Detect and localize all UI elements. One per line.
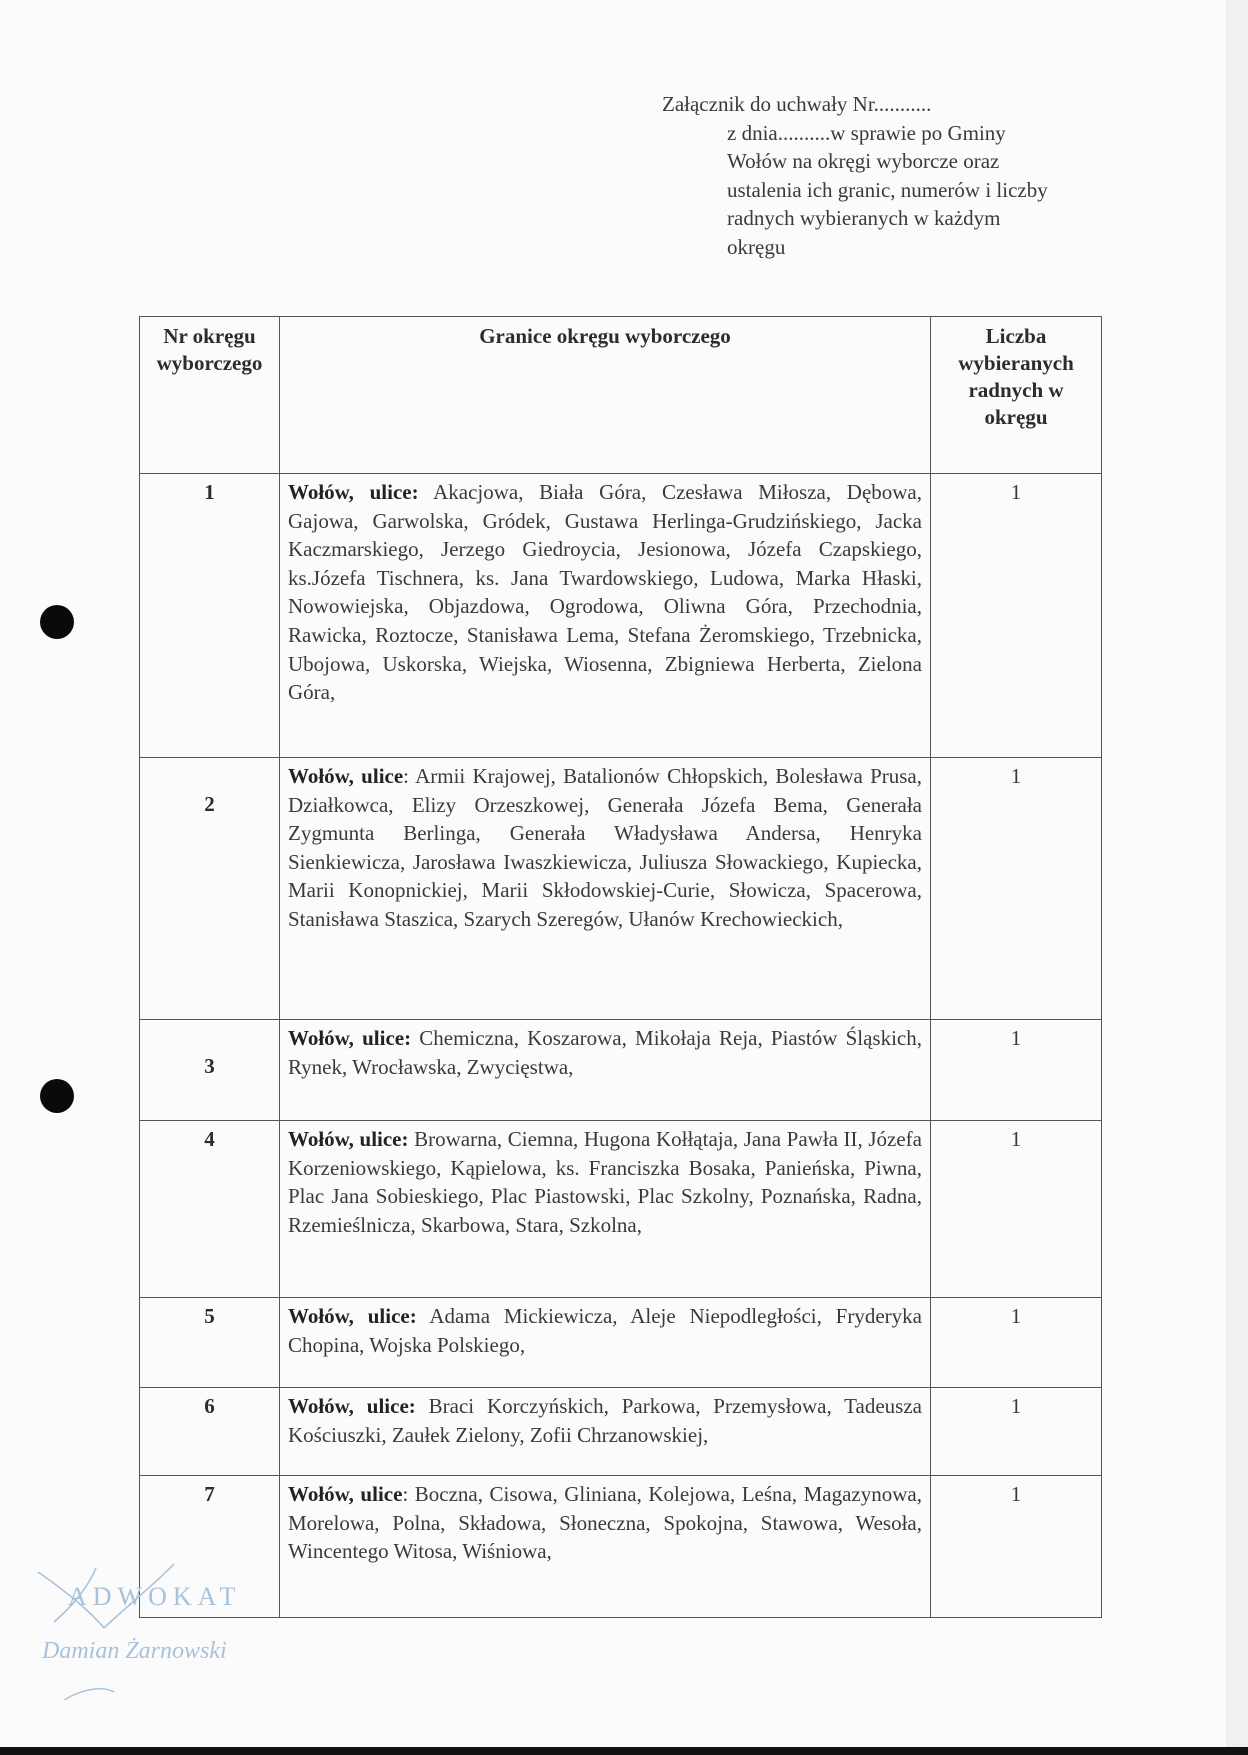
punch-hole [40, 1079, 74, 1113]
punch-hole [40, 605, 74, 639]
district-label: Wołów, ulice: [288, 1026, 412, 1050]
scan-bottom-edge [0, 1747, 1248, 1755]
district-streets: : Boczna, Cisowa, Gliniana, Kolejowa, Leśna, Magazynowa, Morelowa, Polna, Składowa, Słoneczna, Spokojna, Stawowa, Wesoła, Wincentego Witosa, Wiśniowa, [288, 1482, 922, 1564]
district-label: Wołów, ulice: [288, 480, 419, 504]
table-row [140, 1298, 1102, 1388]
annex-header-line1: Załącznik do uchwały Nr........... [662, 92, 932, 116]
district-streets: Akacjowa, Biała Góra, Czesława Miłosza, Dębowa, Gajowa, Garwolska, Gródek, Gustawa Herlinga-Grudzińskiego, Jacka Kaczmarskiego, Jerzego Giedroycia, Jesionowa, Józefa Czapskiego, ks.Józefa Tischnera, ks. Jana Twardowskiego, Ludowa, Marka Hłaski, Nowowiejska, Objazdowa, Ogrodowa, Oliwna Góra, Przechodnia, Rawicka, Roztocze, Stanisława Lema, Stefana Żeromskiego, Trzebnicka, Ubojowa, Uskorska, Wiejska, Wiosenna, Zbigniewa Herberta, Zielona Góra, [288, 480, 922, 705]
page-edge [1226, 0, 1248, 1755]
district-boundaries [280, 1020, 931, 1121]
district-number [140, 1020, 280, 1121]
lawyer-stamp [34, 1560, 294, 1700]
district-number: 6 [140, 1388, 280, 1476]
district-number: 7 [140, 1476, 280, 1618]
district-streets: Braci Korczyńskich, Parkowa, Przemysłowa, Tadeusza Kościuszki, Zaułek Zielony, Zofii Chrzanowskiej, [288, 1394, 922, 1447]
stamp-title: ADWOKAT [68, 1582, 242, 1611]
district-count: 1 [931, 1298, 1102, 1388]
district-number: 5 [140, 1298, 280, 1388]
district-boundaries [280, 1476, 931, 1618]
annex-header [662, 90, 1082, 262]
district-label: Wołów, ulice [288, 1482, 403, 1506]
districts-table [139, 316, 1102, 1618]
table-row [140, 758, 1102, 1020]
district-streets: Browarna, Ciemna, Hugona Kołłątaja, Jana Pawła II, Józefa Korzeniowskiego, Kąpielowa, ks. Franciszka Bosaka, Panieńska, Piwna, Plac Jana Sobieskiego, Plac Piastowski, Plac Szkolny, Poznańska, Radna, Rzemieślnicza, Skarbowa, Stara, Szkolna, [288, 1127, 922, 1237]
district-number-text: 2 [204, 792, 215, 816]
district-label: Wołów, ulice: [288, 1304, 417, 1328]
table-row [140, 1020, 1102, 1121]
annex-header-text: z dnia..........w sprawie po Gminy Wołów na okręgi wyborcze oraz ustalenia ich granic, numerów i liczby radnych wybieranych w każdym okręgu [727, 120, 1048, 259]
district-streets: Adama Mickiewicza, Aleje Niepodległości, Fryderyka Chopina, Wojska Polskiego, [288, 1304, 922, 1357]
table-header-row [140, 317, 1102, 474]
district-label: Wołów, ulice: [288, 1127, 409, 1151]
district-number: 4 [140, 1121, 280, 1298]
district-boundaries [280, 758, 931, 1020]
district-count: 1 [931, 1388, 1102, 1476]
district-streets: : Armii Krajowej, Batalionów Chłopskich, Bolesława Prusa, Działkowca, Elizy Orzeszkowej, Generała Józefa Bema, Generała Zygmunta Berlinga, Generała Władysława Andersa, Henryka Sienkiewicza, Jarosława Iwaszkiewicza, Juliusza Słowackiego, Kupiecka, Marii Konopnickiej, Marii Skłodowskiej-Curie, Słowicza, Spacerowa, Stanisława Staszica, Szarych Szeregów, Ułanów Krechowieckich, [288, 764, 922, 931]
district-count: 1 [931, 758, 1102, 1020]
stamp-name: Damian Żarnowski [42, 1638, 227, 1664]
district-label: Wołów, ulice: [288, 1394, 416, 1418]
header-nr: Nr okręgu wyborczego [140, 317, 280, 474]
table-row [140, 1121, 1102, 1298]
district-count: 1 [931, 1020, 1102, 1121]
district-count: 1 [931, 1476, 1102, 1618]
table-row [140, 1388, 1102, 1476]
header-liczba: Liczba wybieranych radnych w okręgu [931, 317, 1102, 474]
district-streets: Chemiczna, Koszarowa, Mikołaja Reja, Piastów Śląskich, Rynek, Wrocławska, Zwycięstwa, [288, 1026, 923, 1079]
district-boundaries [280, 1121, 931, 1298]
stamp-swash-icon [34, 1560, 294, 1700]
district-label: Wołów, ulice [288, 764, 404, 788]
district-count: 1 [931, 474, 1102, 758]
district-boundaries [280, 474, 931, 758]
district-count: 1 [931, 1121, 1102, 1298]
district-boundaries [280, 1298, 931, 1388]
district-number [140, 758, 280, 1020]
district-boundaries [280, 1388, 931, 1476]
header-granice: Granice okręgu wyborczego [280, 317, 931, 474]
district-number-text: 3 [204, 1054, 215, 1078]
table-row [140, 474, 1102, 758]
district-number: 1 [140, 474, 280, 758]
